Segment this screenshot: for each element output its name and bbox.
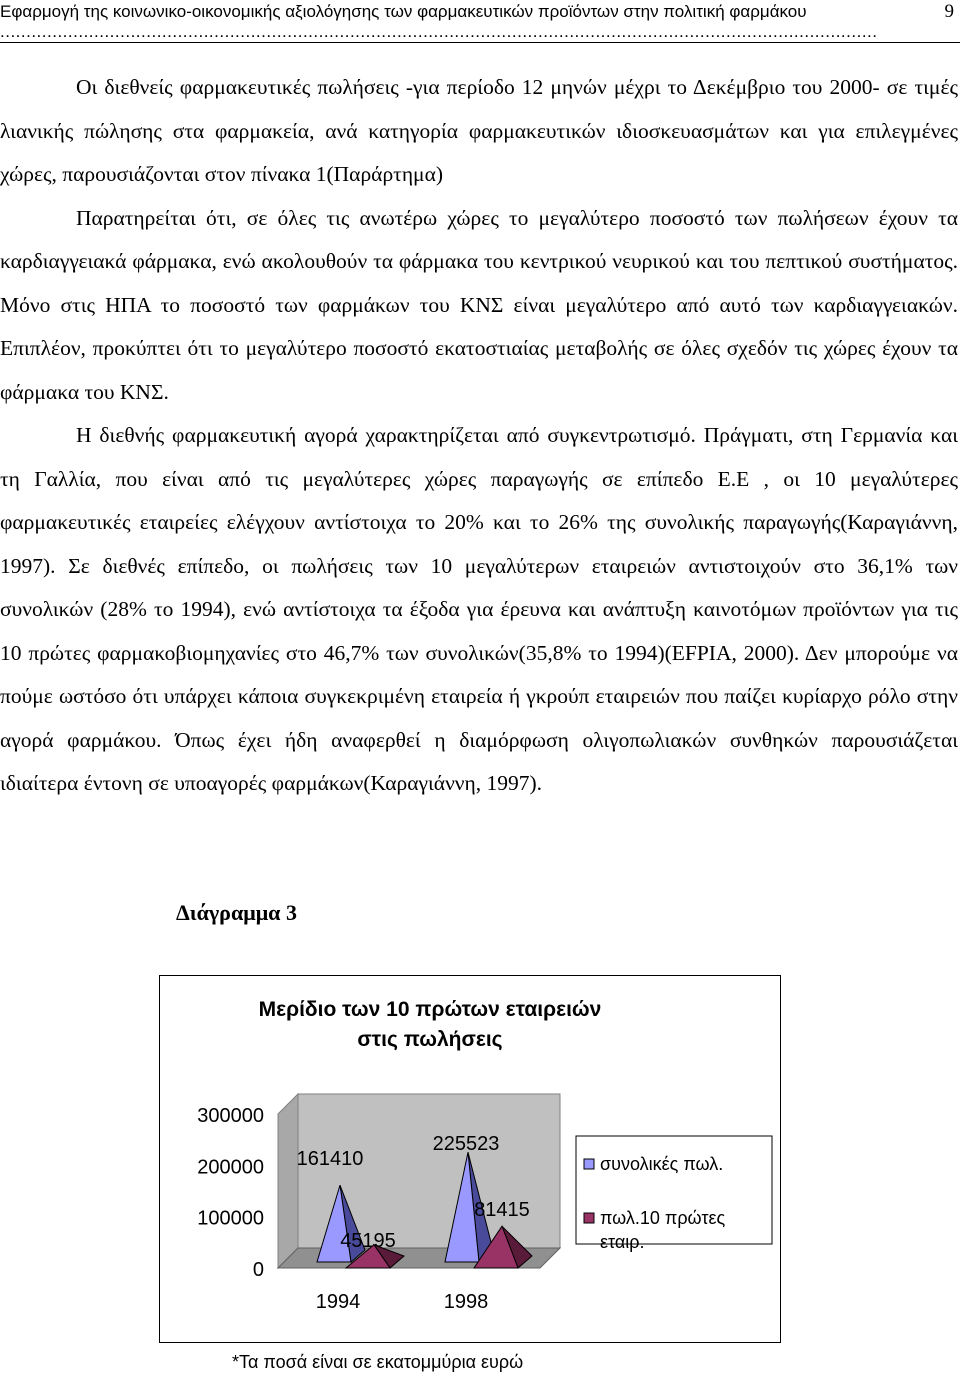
x-tick-label: 1994 bbox=[315, 1291, 361, 1313]
y-tick-label: 200000 bbox=[197, 1156, 264, 1179]
y-tick-label: 300000 bbox=[197, 1105, 264, 1127]
footnote: *Τα ποσά είναι σε εκατομμύρια ευρώ bbox=[232, 1352, 524, 1372]
chart-svg bbox=[160, 976, 780, 1342]
chart-legend bbox=[576, 1136, 772, 1252]
side-wall bbox=[278, 1094, 298, 1268]
running-header bbox=[0, 2, 960, 43]
x-tick-label: 1998 bbox=[443, 1291, 489, 1313]
y-tick-label: 100000 bbox=[197, 1207, 264, 1230]
page-number: 9 bbox=[944, 1, 954, 22]
paragraph-3: Η διεθνής φαρμακευτική αγορά χαρακτηρίζεται από συγκεντρωτισμό. Πράγματι, στη Γερμανία και τη Γαλλία, που είναι από τις μεγαλύτερες χώρες παραγωγής σε επίπεδο Ε.Ε , οι 10 μεγαλύτερες φαρμακευτικές εταιρείες ελέγχουν αντίστοιχα το 20% και το 26% της συνολικής παραγωγής(Καραγιάννη, 1997). Σε διεθνές επίπεδο, οι πωλήσεις των 10 μεγαλύτερων εταιρειών αντιστοιχούν στο 36,1% των συνολικών (28% το 1994), ενώ αντίστοιχα τα έξοδα για έρευνα και ανάπτυξη καινοτόμων προϊόντων για τις 10 πρώτες φαρμακοβιομηχανίες στο 46,7% των συνολικών(35,8% το 1994)(EFPIA, 2000). Δεν μπορούμε να πούμε ωστόσο ότι υπάρχει κάποια συγκεκριμένη εταιρεία ή γκρούπ εταιρειών που παίζει κυρίαρχο ρόλο στην αγορά φαρμάκου. Όπως έχει ήδη αναφερθεί η διαμόρφωση ολιγοπωλιακών συνθηκών παρουσιάζεται ιδιαίτερα έντονη σε υπoαγορές φαρμάκων(Καραγιάννη, 1997). bbox=[0, 423, 958, 795]
y-tick-label: 0 bbox=[252, 1259, 264, 1281]
header-title bbox=[0, 2, 880, 42]
diagram-caption: Διάγραμμα 3 bbox=[176, 900, 297, 925]
paragraph-1: Οι διεθνείς φαρμακευτικές πωλήσεις -για περίοδο 12 μηνών μέχρι το Δεκέμβριο του 2000- σε τιμές λιανικής πώλησης στα φαρμακεία, ανά κατηγορία φαρμακευτικών ιδιοσκευασμάτων και για επιλεγμένες χώρες, παρουσιάζονται στον πίνακα 1(Παράρτημα) bbox=[0, 75, 958, 186]
data-label: 81415 bbox=[474, 1199, 530, 1222]
legend-swatch-series-2 bbox=[584, 1213, 594, 1223]
data-label: 161410 bbox=[296, 1148, 364, 1171]
body-text bbox=[0, 66, 958, 806]
paragraph-2: Παρατηρείται ότι, σε όλες τις ανωτέρω χώρες το μεγαλύτερο ποσοστό των πωλήσεων έχουν τα καρδιαγγειακά φάρμακα, ενώ ακολουθούν τα φάρμακα του κεντρικού νευρικού και του πεπτικού συστήματος. Μόνο στις ΗΠΑ το ποσοστό των φαρμάκων του ΚΝΣ είναι μεγαλύτερο από αυτό των καρδιαγγειακών. Επιπλέον, προκύπτει ότι το μεγαλύτερο ποσοστό εκατοστιαίας μεταβολής σε όλες σχεδόν τις χώρες έχουν τα φάρμακα του ΚΝΣ. bbox=[0, 205, 958, 404]
chart-title-line-1: Μερίδιο των 10 πρώτων εταιρειών bbox=[258, 998, 602, 1021]
legend-label-series-2-line-1: πωλ.10 πρώτες bbox=[600, 1208, 726, 1228]
header-title-text: Εφαρμογή της κοινωνικο-οικονομικής αξιολόγησης των φαρμακευτικών προϊόντων στην πολιτική φαρμάκου bbox=[0, 2, 807, 21]
y-axis bbox=[197, 1105, 264, 1281]
legend-label-series-2-line-2: εταιρ. bbox=[600, 1232, 645, 1252]
data-label: 45195 bbox=[340, 1229, 396, 1252]
x-axis bbox=[316, 1291, 489, 1313]
header-dots: ........................................................................................................................................................................ bbox=[0, 22, 878, 41]
legend-swatch-series-1 bbox=[584, 1159, 594, 1169]
data-label: 225523 bbox=[432, 1133, 500, 1156]
legend-label-series-1: συνολικές πωλ. bbox=[600, 1154, 724, 1174]
chart bbox=[159, 975, 781, 1343]
chart-title-line-2: στις πωλήσεις bbox=[357, 1028, 503, 1051]
